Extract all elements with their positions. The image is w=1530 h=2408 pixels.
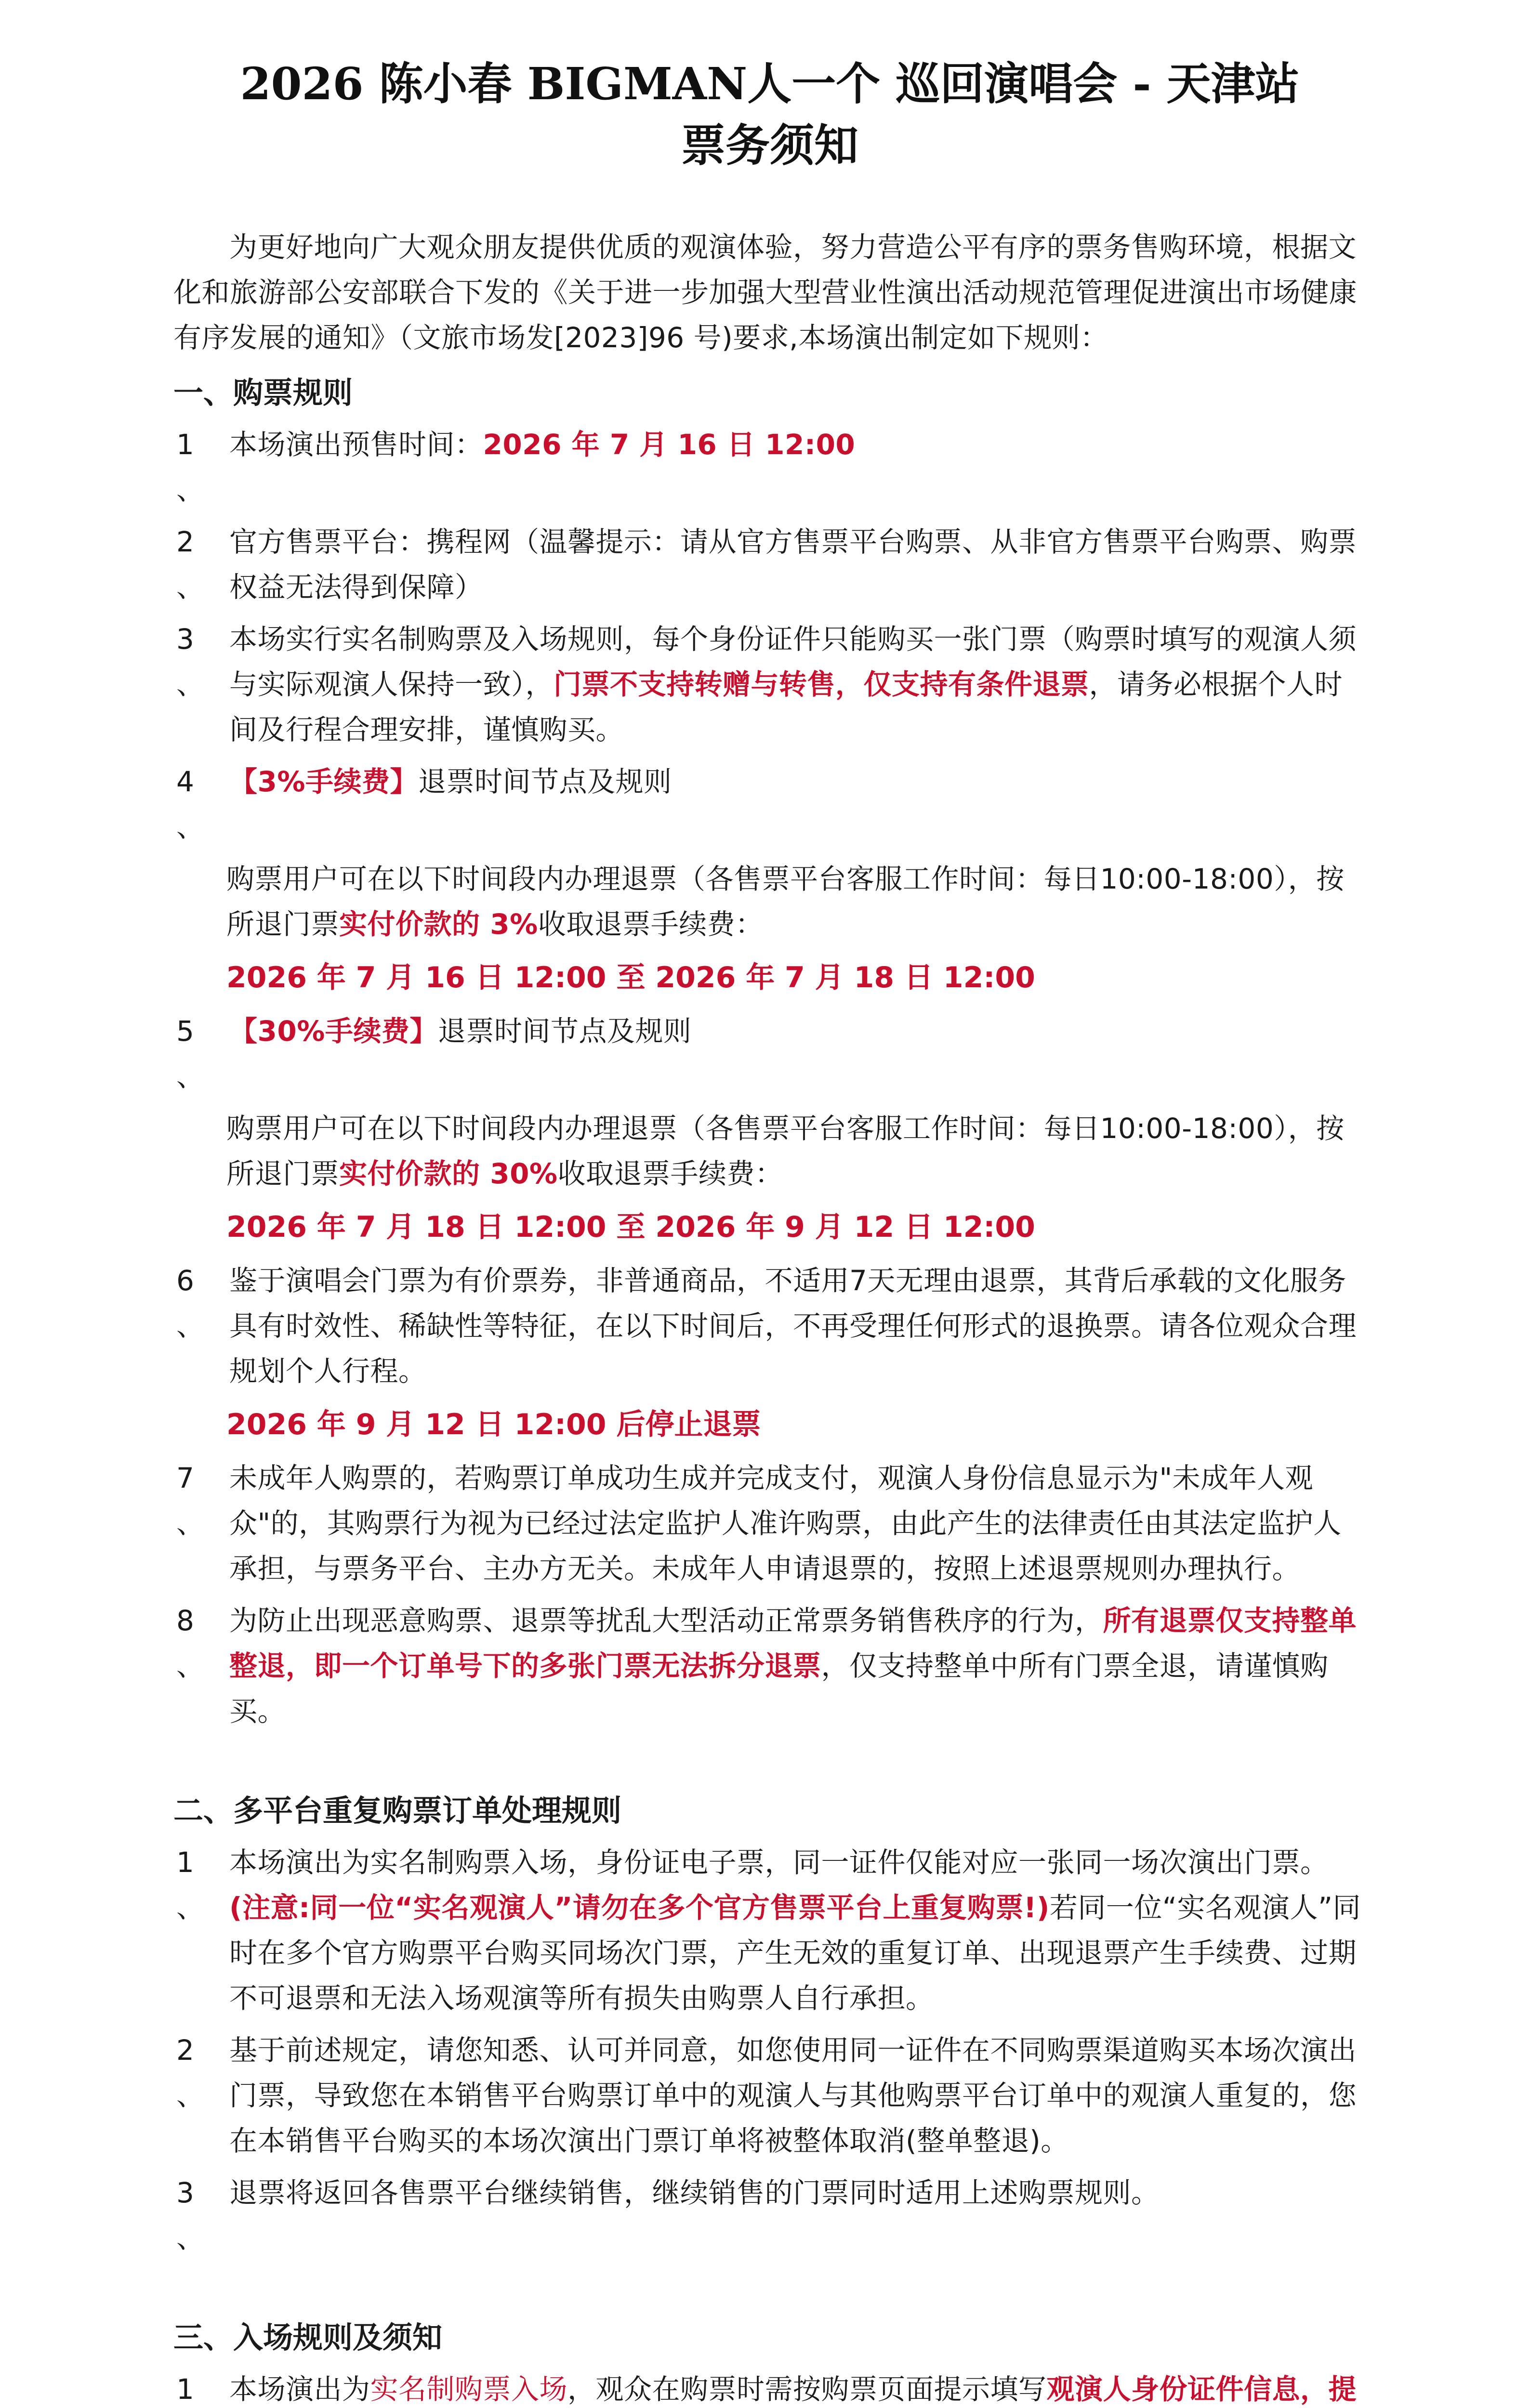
s1-item-4 [173,759,1366,850]
s1-item-4-detail [173,856,1366,947]
page-title: 2026 陈小春 BIGMAN人一个 巡回演唱会 - 天津站 [240,58,1300,110]
item-number: 3 、 [176,623,205,701]
item-text: 购票用户可在以下时间段内办理退票（各售票平台客服工作时间：每日10:00-18:00），按所退门票 [226,1112,1345,1190]
item-text: 本场演出预售时间： [229,428,483,461]
item-text: 本场演出为 [229,2373,370,2406]
refund-window-3pct: 2026 年 7 月 16 日 12:00 至 2026 年 7 月 18 日 12:00 [226,961,1035,995]
fee-rate: 实付价款的 3% [339,908,538,941]
refund-window-30pct: 2026 年 7 月 18 日 12:00 至 2026 年 9 月 12 日 12:00 [226,1210,1035,1244]
s2-item-1 [173,1840,1366,2021]
section-2-title: 二、多平台重复购票订单处理规则 [173,1793,622,1828]
s3-item-1 [173,2367,1366,2408]
s1-item-3 [173,616,1366,752]
item-highlight: 门票不支持转赠与转售，仅支持有条件退票 [554,668,1089,701]
s1-item-5-detail [173,1106,1366,1196]
item-highlight: 实名制购票入场 [370,2373,568,2406]
section-1-title: 一、购票规则 [173,375,353,410]
page-subtitle: 票务须知 [681,119,858,171]
fee-label: 【3%手续费】 [229,765,418,798]
item-text: 官方售票平台：携程网（温馨提示：请从官方售票平台购票、从非官方售票平台购票、购票权益无法得到保障） [229,525,1357,603]
item-highlight: 所有退票仅支持整单整退，即一个订单号下的多张门票无法拆分退票 [229,1604,1357,1682]
s1-item-8 [173,1598,1366,1734]
item-text: 本场实行实名制购票及入场规则，每个身份证件只能购买一张门票（购票时填写的观演人须与实际观演人保持一致）， [229,623,1357,701]
item-text: 本场演出为实名制购票入场，身份证电子票，同一证件仅能对应一张同一场次演出门票。 [229,1846,1329,1879]
intro-paragraph: 为更好地向广大观众朋友提供优质的观演体验，努力营造公平有序的票务售购环境，根据文化和旅游部公安部联合下发的《关于进一步加强大型营业性演出活动规范管理促进演出市场健康有序发展的通知》（文旅市场发[2023]96 号)要求,本场演出制定如下规则： [173,231,1358,354]
item-text: 鉴于演唱会门票为有价票券，非普通商品，不适用7天无理由退票，其背后承载的文化服务具有时效性、稀缺性等特征，在以下时间后，不再受理任何形式的退换票。请各位观众合理规划个人行程。 [229,1264,1357,1387]
item-text: 退票时间节点及规则 [437,1015,692,1047]
item-number: 1 、 [176,1846,205,1924]
item-number: 2 、 [176,2034,205,2112]
item-highlight: (注意:同一位“实名观演人”请勿在多个官方售票平台上重复购票!) [229,1891,1050,1924]
s1-item-5 [173,1008,1366,1099]
item-highlight: 观演人身份证件信息，提 [1046,2373,1357,2406]
item-text: 收取退票手续费： [538,908,764,941]
item-text: 基于前述规定，请您知悉、认可并同意，如您使用同一证件在不同购票渠道购买本场次演出门票，导致您在本销售平台购票订单中的观演人与其他购票平台订单中的观演人重复的，您在本销售平台购买的本场次演出门票订单将被整体取消(整单整退)。 [229,2034,1357,2157]
s2-item-3 [173,2170,1366,2261]
item-number: 6 、 [176,1264,205,1342]
fee-label: 【30%手续费】 [229,1015,438,1047]
s1-item-1 [173,422,1366,512]
refund-stop-time: 2026 年 9 月 12 日 12:00 后停止退票 [226,1408,761,1441]
item-number: 5 、 [176,1015,205,1093]
item-number: 3 、 [176,2176,205,2254]
item-number: 4 、 [176,765,205,843]
fee-rate: 实付价款的 30% [339,1157,558,1190]
item-number: 7 、 [176,1462,205,1540]
item-text: 收取退票手续费： [557,1157,783,1190]
item-text: 退票时间节点及规则 [418,765,672,798]
item-text: 购票用户可在以下时间段内办理退票（各售票平台客服工作时间：每日10:00-18:00），按所退门票 [226,863,1345,941]
s1-item-7 [173,1455,1366,1591]
item-text: 退票将返回各售票平台继续销售，继续销售的门票同时适用上述购票规则。 [229,2176,1160,2209]
item-number: 2 、 [176,525,205,603]
item-text: 未成年人购票的，若购票订单成功生成并完成支付，观演人身份信息显示为"未成年人观众"的，其购票行为视为已经过法定监护人准许购票，由此产生的法律责任由其法定监护人承担，与票务平台、主办方无关。未成年人申请退票的，按照上述退票规则办理执行。 [229,1462,1342,1585]
item-number: 1 、 [176,428,205,506]
item-text: ，请务必根据个人时间及行程合理安排，谨慎购买。 [229,668,1343,746]
s2-item-2 [173,2028,1366,2163]
item-text: 若同一位“实名观演人”同时在多个官方购票平台购买同场次门票，产生无效的重复订单、出现退票产生手续费、过期不可退票和无法入场观演等所有损失由购票人自行承担。 [229,1891,1361,2015]
item-text: ，观众在购票时需按购票页面提示填写 [567,2373,1047,2406]
item-number: 8 、 [176,1604,205,1682]
item-text: 为防止出现恶意购票、退票等扰乱大型活动正常票务销售秩序的行为， [229,1604,1103,1637]
item-number: 1 [176,2373,195,2406]
section-3-title: 三、入场规则及须知 [173,2320,443,2355]
s1-item-6 [173,1258,1366,1394]
s1-item-2 [173,519,1366,610]
item-text: ，仅支持整单中所有门票全退，请谨慎购买。 [229,1649,1329,1727]
presale-time: 2026 年 7 月 16 日 12:00 [483,428,856,461]
